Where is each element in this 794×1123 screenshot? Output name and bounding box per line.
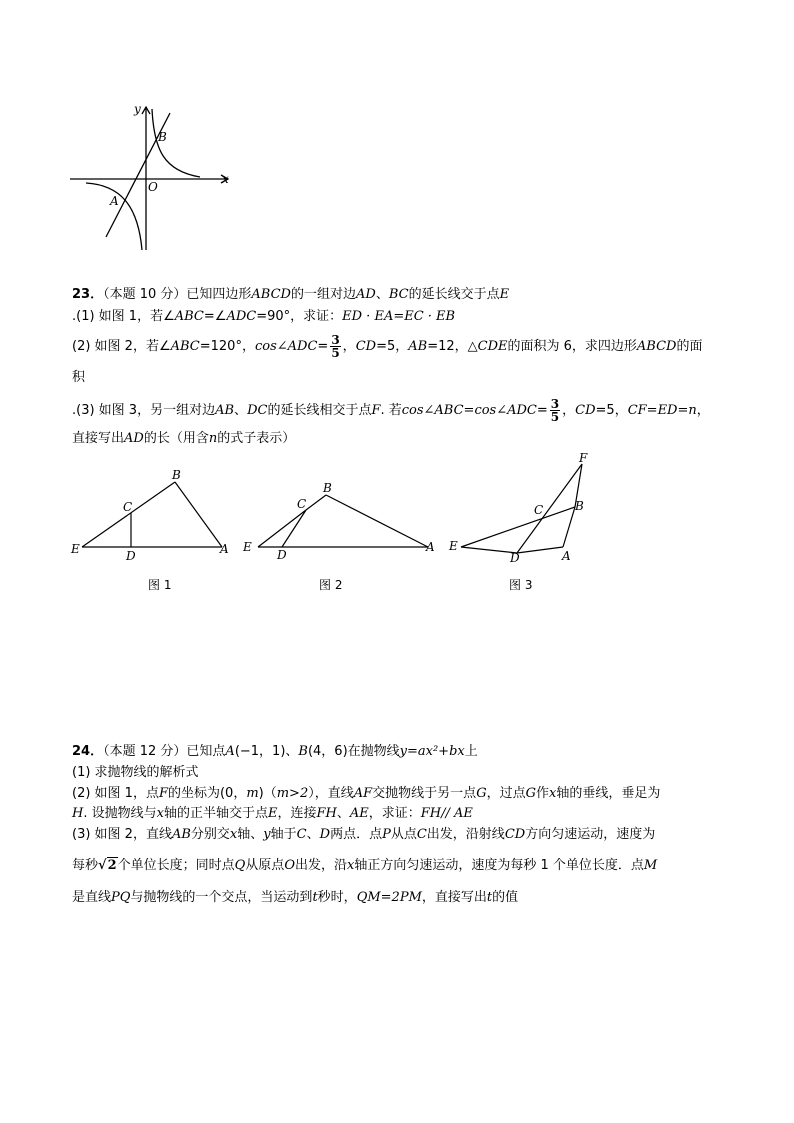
figure-3: [445, 450, 605, 565]
label-a: A: [110, 194, 119, 208]
fig2-label-a: A: [426, 540, 435, 554]
q24-part3-line2: 每秒√2个单位长度；同时点Q从原点O出发，沿x轴正方向匀速运动，速度为每秒 1 个单位长度．点M: [72, 858, 658, 873]
q24-number: 24．: [72, 744, 104, 759]
fig2-label-b: B: [323, 481, 332, 495]
fig3-label-e: E: [449, 539, 458, 553]
fig3-label-d: D: [510, 551, 520, 565]
fig1-label-d: D: [126, 549, 136, 563]
fig2-line-cb: [306, 495, 326, 510]
q24-part3: (3) 如图 2，直线AB分别交x轴、y轴于C、D两点．点P从点C出发，沿射线CD方向匀速运动，速度为: [72, 827, 656, 842]
label-origin: O: [148, 180, 158, 194]
fig1-line-eb: [82, 482, 175, 547]
fig2-caption: 图 2: [319, 578, 343, 592]
label-x: x: [222, 172, 229, 186]
fig1-line-ba: [175, 482, 222, 547]
fig1-label-e: E: [71, 542, 80, 556]
q24-part2: (2) 如图 1，点F的坐标为(0，m)（m>2），直线AF交抛物线于另一点G，过点G作x轴的垂线，垂足为: [72, 786, 661, 801]
q24-part2-line2: H. 设抛物线与x轴的正半轴交于点E，连接FH、AE，求证：FH// AE: [72, 806, 473, 821]
fig3-label-c: C: [534, 503, 544, 517]
fig3-line-ab: [563, 507, 575, 547]
fig3-label-b: B: [575, 499, 584, 513]
fig1-label-a: A: [220, 542, 229, 556]
fig1-label-b: B: [172, 468, 181, 482]
q24-part3-line3: 是直线PQ与抛物线的一个交点，当运动到t秒时，QM=2PM，直接写出t的值: [72, 890, 519, 905]
q23-number: 23．: [72, 287, 104, 302]
q24-part1: (1) 求抛物线的解析式: [72, 765, 199, 780]
fig3-line-ed: [461, 547, 517, 553]
figure-2: [240, 475, 440, 565]
q23-part2: (2) 如图 2，若∠ABC=120°，cos∠ADC= $\frac{3}{5}$ ，CD=5，AB=12，△CDE的面积为 6，求四边形ABCD的面: [72, 333, 703, 360]
fig1-caption: 图 1: [148, 578, 172, 592]
fig3-line-eb: [461, 507, 575, 547]
fig2-label-e: E: [243, 540, 252, 554]
hyperbola-graph: [60, 95, 240, 255]
q23-part3-line2: 直接写出AD的长（用含n的式子表示）: [72, 431, 296, 446]
label-b: B: [158, 130, 167, 144]
sqrt-2: √2: [98, 858, 117, 873]
fig2-line-ba: [326, 495, 428, 547]
fig2-line-ec: [258, 510, 306, 547]
fig2-label-c: C: [297, 497, 307, 511]
fig1-label-c: C: [123, 500, 133, 514]
label-y: y: [134, 102, 141, 116]
fig3-line-da: [517, 547, 563, 553]
fig2-label-d: D: [277, 548, 287, 562]
q23-part2-wrap: 积: [72, 370, 86, 385]
fig3-caption: 图 3: [509, 578, 533, 592]
q24-heading: 24．（本题 12 分）已知点A(−1，1)、B(4，6)在抛物线y=ax²+bx上: [72, 744, 478, 759]
figure-1: [62, 465, 242, 565]
fraction-3-5: $\frac{3}{5}$: [331, 333, 340, 360]
fig2-line-cd: [282, 510, 306, 547]
q23-part1: .(1) 如图 1，若∠ABC=∠ADC=90°，求证：ED · EA=EC · EB: [72, 309, 456, 324]
q23-heading: 23．（本题 10 分）已知四边形ABCD的一组对边AD、BC的延长线交于点E: [72, 287, 510, 302]
fig3-label-a: A: [562, 549, 571, 563]
fig3-label-f: F: [579, 451, 588, 465]
fraction-3-5: $\frac{3}{5}$: [550, 397, 560, 424]
q23-part3: .(3) 如图 3，另一组对边AB、DC的延长线相交于点F. 若cos∠ABC=cos∠ADC= $\frac{3}{5}$ ，CD=5，CF=ED=n，: [72, 397, 710, 424]
